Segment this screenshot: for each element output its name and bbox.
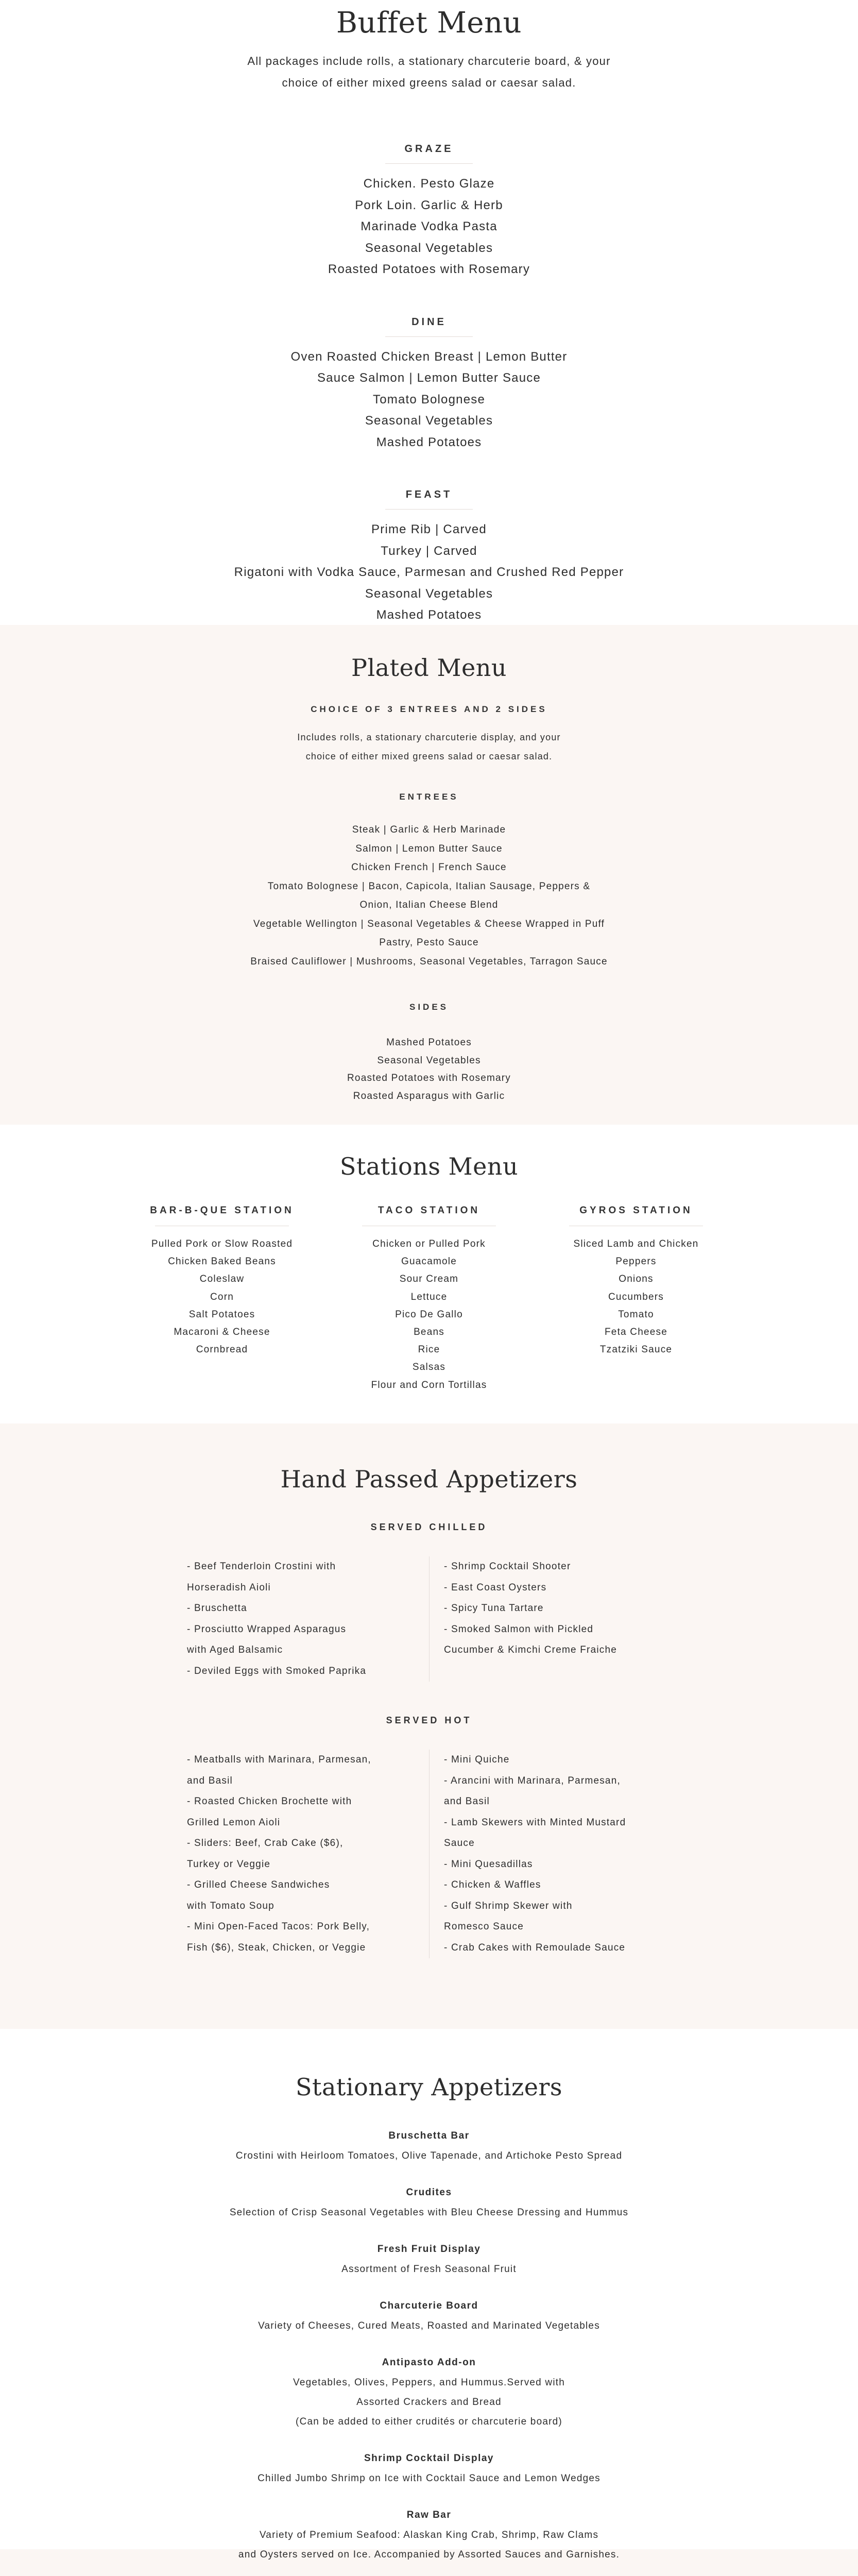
list-item: Tomato Bolognese | Bacon, Capicola, Italian Sausage, Peppers &	[267, 880, 591, 892]
list-item: - Prosciutto Wrapped Asparagus	[187, 1623, 347, 1635]
list-item: Seasonal Vegetables	[365, 586, 493, 601]
graze-list	[0, 173, 858, 280]
list-item: Steak | Garlic & Herb Marinade	[352, 824, 506, 835]
stations-columns	[0, 1205, 858, 1394]
stationary-item-name: Raw Bar	[406, 2510, 452, 2520]
list-item: Cucumbers	[608, 1291, 664, 1302]
list-item: with Aged Balsamic	[187, 1645, 283, 1655]
entrees-heading: ENTREES	[399, 792, 459, 802]
stationary-section	[0, 2029, 858, 2560]
list-item: Corn	[210, 1291, 234, 1302]
list-item: Seasonal Vegetables	[365, 414, 493, 428]
desc-line: Variety of Cheeses, Cured Meats, Roasted and Marinated Vegetables	[258, 2320, 600, 2331]
list-item: Sour Cream	[399, 1274, 459, 1285]
list-item: - Beef Tenderloin Crostini with	[187, 1561, 336, 1572]
stationary-item-name: Fresh Fruit Display	[377, 2244, 481, 2255]
list-item: - Mini Open-Faced Tacos: Pork Belly,	[187, 1921, 370, 1932]
list-item: Lettuce	[410, 1291, 448, 1302]
list-item: - Crab Cakes with Remoulade Sauce	[444, 1942, 626, 1953]
list-item: Roasted Potatoes with Rosemary	[347, 1073, 511, 1083]
desc-line: Chilled Jumbo Shrimp on Ice with Cocktail Sauce and Lemon Wedges	[258, 2473, 600, 2484]
stationary-item-name: Charcuterie Board	[380, 2300, 478, 2311]
station-heading: TACO STATION	[377, 1205, 481, 1216]
chilled-left-list	[184, 1556, 429, 1682]
list-item: - Arancini with Marinara, Parmesan,	[444, 1775, 621, 1786]
stationary-item	[0, 2354, 858, 2432]
dine-list	[0, 346, 858, 453]
list-item: Salmon | Lemon Butter Sauce	[355, 843, 503, 854]
stationary-item	[0, 2450, 858, 2488]
list-item: and Basil	[444, 1796, 490, 1807]
list-item: Salsas	[412, 1362, 446, 1373]
list-item: Coleslaw	[199, 1274, 245, 1285]
list-item: Marinade Vodka Pasta	[361, 219, 497, 233]
list-item: Pork Loin. Garlic & Herb	[355, 198, 503, 212]
served-chilled-heading: SERVED CHILLED	[370, 1522, 488, 1532]
desc-line: Assorted Crackers and Bread	[356, 2397, 502, 2408]
list-item: Pico De Gallo	[395, 1309, 463, 1320]
stationary-item	[0, 2184, 858, 2223]
list-item: Salt Potatoes	[188, 1309, 255, 1320]
stationary-item-desc	[0, 2203, 858, 2223]
desc-line: Vegetables, Olives, Peppers, and Hummus.Served with	[293, 2377, 565, 2388]
plated-title: Plated Menu	[351, 654, 507, 682]
feast-heading: FEAST	[405, 489, 453, 500]
list-item: Chicken. Pesto Glaze	[363, 177, 495, 191]
stationary-item-name: Antipasto Add-on	[382, 2357, 476, 2368]
stationary-item-name: Bruschetta Bar	[388, 2130, 470, 2141]
stationary-item	[0, 2298, 858, 2336]
plated-intro-line: Includes rolls, a stationary charcuterie display, and your	[297, 732, 561, 742]
buffet-title: Buffet Menu	[336, 6, 522, 40]
list-item: Braised Cauliflower | Mushrooms, Seasonal Vegetables, Tarragon Sauce	[250, 956, 608, 967]
stationary-item	[0, 2128, 858, 2166]
section-divider	[385, 509, 473, 510]
graze-heading: GRAZE	[404, 143, 454, 155]
entrees-list	[233, 821, 625, 971]
list-item: Macaroni & Cheese	[174, 1327, 270, 1338]
desc-line: Variety of Premium Seafood: Alaskan King Crab, Shrimp, Raw Clams	[259, 2530, 599, 2540]
dine-heading: DINE	[411, 316, 447, 328]
plated-intro-line: choice of either mixed greens salad or caesar salad.	[305, 751, 553, 761]
list-item: - Grilled Cheese Sandwiches	[187, 1879, 330, 1890]
stations-title: Stations Menu	[339, 1153, 519, 1180]
chilled-right-list	[429, 1556, 674, 1682]
list-item: - Roasted Chicken Brochette with	[187, 1796, 352, 1807]
station-heading: GYROS STATION	[579, 1205, 693, 1216]
list-item: Grilled Lemon Aioli	[187, 1817, 281, 1828]
list-item: Sauce	[444, 1838, 475, 1849]
list-item: and Basil	[187, 1775, 233, 1786]
list-item: - Deviled Eggs with Smoked Paprika	[187, 1665, 367, 1676]
station-bbq	[129, 1205, 315, 1394]
list-item: Sauce Salmon | Lemon Butter Sauce	[317, 371, 541, 385]
hot-right-list	[429, 1750, 674, 1958]
hand-passed-section	[0, 1423, 858, 2029]
list-item: - Bruschetta	[187, 1603, 247, 1614]
station-items	[336, 1235, 522, 1394]
sides-list	[0, 1034, 858, 1105]
section-divider	[385, 163, 473, 164]
desc-line: Selection of Crisp Seasonal Vegetables with Bleu Cheese Dressing and Hummus	[229, 2207, 629, 2218]
buffet-intro-line: choice of either mixed greens salad or caesar salad.	[282, 76, 576, 89]
list-item: Oven Roasted Chicken Breast | Lemon Butter	[290, 349, 568, 364]
buffet-intro	[0, 50, 858, 94]
list-item: Sliced Lamb and Chicken	[573, 1239, 699, 1249]
list-item: Seasonal Vegetables	[377, 1055, 481, 1066]
stationary-item-desc	[0, 2316, 858, 2336]
list-item: Rice	[418, 1344, 440, 1355]
list-item: Tzatziki Sauce	[599, 1344, 673, 1355]
list-item: Chicken French | French Sauce	[351, 862, 507, 873]
list-item: - Spicy Tuna Tartare	[444, 1603, 544, 1614]
list-item: Tomato	[618, 1309, 654, 1320]
served-hot-heading: SERVED HOT	[386, 1715, 472, 1725]
buffet-intro-line: All packages include rolls, a stationary charcuterie board, & your	[247, 55, 611, 67]
sides-heading: SIDES	[409, 1002, 449, 1012]
list-item: - Sliders: Beef, Crab Cake ($6),	[187, 1838, 344, 1849]
hot-columns	[0, 1750, 858, 1958]
list-item: Onion, Italian Cheese Blend	[359, 900, 499, 910]
list-item: Turkey or Veggie	[187, 1858, 271, 1870]
desc-line: Crostini with Heirloom Tomatoes, Olive Tapenade, and Artichoke Pesto Spread	[235, 2150, 623, 2161]
list-item: Beans	[414, 1327, 444, 1338]
hot-left-list	[184, 1750, 429, 1958]
list-item: Prime Rib | Carved	[371, 522, 487, 536]
list-item: - Mini Quiche	[444, 1754, 510, 1765]
list-item: Flour and Corn Tortillas	[371, 1379, 487, 1391]
station-gyros	[543, 1205, 729, 1394]
stations-section	[0, 1125, 858, 1423]
list-item: Fish ($6), Steak, Chicken, or Veggie	[187, 1942, 366, 1953]
plated-choice-heading: CHOICE OF 3 ENTREES AND 2 SIDES	[311, 704, 547, 714]
list-item: Roasted Asparagus with Garlic	[353, 1090, 505, 1101]
stationary-item-desc	[0, 2469, 858, 2488]
list-item: Mashed Potatoes	[376, 435, 482, 449]
list-item: Cucumber & Kimchi Creme Fraiche	[444, 1645, 617, 1655]
station-items	[543, 1235, 729, 1359]
desc-line: (Can be added to either crudités or charcuterie board)	[296, 2416, 562, 2427]
list-item: Mashed Potatoes	[376, 608, 482, 622]
desc-line: and Oysters served on Ice. Accompanied by Assorted Sauces and Garnishes.	[238, 2549, 620, 2560]
list-item: Roasted Potatoes with Rosemary	[328, 262, 530, 276]
stationary-item-name: Shrimp Cocktail Display	[364, 2453, 494, 2464]
hand-passed-title: Hand Passed Appetizers	[280, 1465, 578, 1493]
list-item: Guacamole	[401, 1256, 457, 1267]
stationary-title: Stationary Appetizers	[295, 2073, 563, 2101]
list-item: Vegetable Wellington | Seasonal Vegetables & Cheese Wrapped in Puff	[253, 918, 605, 929]
chilled-columns	[0, 1556, 858, 1682]
list-item: - Meatballs with Marinara, Parmesan,	[187, 1754, 371, 1765]
list-item: Horseradish Aioli	[187, 1582, 271, 1593]
stationary-item-desc	[0, 2260, 858, 2279]
list-item: Rigatoni with Vodka Sauce, Parmesan and Crushed Red Pepper	[234, 565, 624, 579]
section-divider	[385, 336, 473, 337]
list-item: - Lamb Skewers with Minted Mustard	[444, 1817, 626, 1828]
stationary-item-name: Crudites	[406, 2187, 452, 2198]
list-item: with Tomato Soup	[187, 1900, 274, 1911]
list-item: Mashed Potatoes	[386, 1037, 472, 1048]
list-item: Chicken or Pulled Pork	[372, 1239, 486, 1249]
station-items	[129, 1235, 315, 1359]
buffet-section	[0, 0, 858, 625]
list-item: Romesco Sauce	[444, 1921, 524, 1932]
list-item: Peppers	[615, 1256, 657, 1267]
station-heading: BAR-B-QUE STATION	[150, 1205, 294, 1216]
list-item: Feta Cheese	[605, 1327, 667, 1338]
desc-line: Assortment of Fresh Seasonal Fruit	[341, 2264, 517, 2275]
list-item: - Chicken & Waffles	[444, 1879, 541, 1890]
list-item: - Smoked Salmon with Pickled	[444, 1623, 594, 1635]
stationary-item-desc	[0, 2373, 858, 2432]
list-item: Pulled Pork or Slow Roasted	[151, 1239, 293, 1249]
list-item: - Shrimp Cocktail Shooter	[444, 1561, 571, 1572]
feast-list	[0, 519, 858, 626]
plated-intro	[0, 728, 858, 766]
stationary-item-desc	[0, 2146, 858, 2166]
station-taco	[336, 1205, 522, 1394]
list-item: Chicken Baked Beans	[168, 1256, 276, 1267]
list-item: Onions	[619, 1274, 654, 1285]
stationary-item	[0, 2241, 858, 2279]
list-item: Tomato Bolognese	[373, 392, 485, 406]
list-item: Seasonal Vegetables	[365, 241, 493, 255]
list-item: Cornbread	[196, 1344, 248, 1355]
list-item: - Gulf Shrimp Skewer with	[444, 1900, 573, 1911]
list-item: - East Coast Oysters	[444, 1582, 547, 1593]
list-item: - Mini Quesadillas	[444, 1858, 533, 1870]
list-item: Turkey | Carved	[381, 544, 477, 558]
plated-section	[0, 625, 858, 1125]
list-item: Pastry, Pesto Sauce	[379, 937, 479, 948]
